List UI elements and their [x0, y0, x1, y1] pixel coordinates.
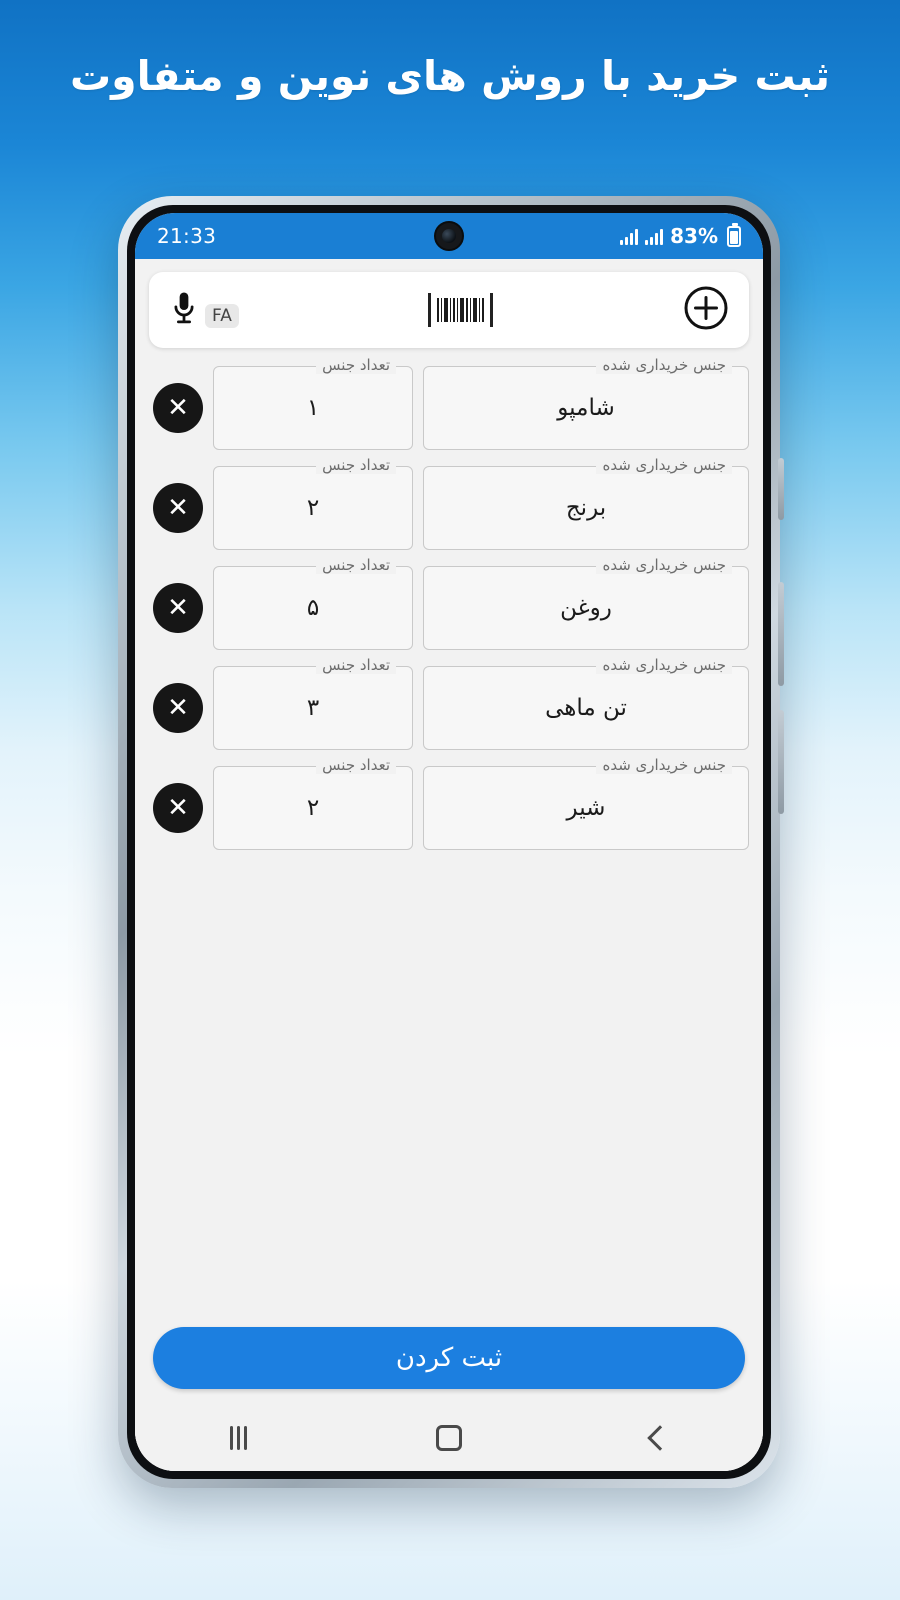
delete-item-button[interactable]: ✕: [153, 483, 203, 533]
item-name-value: برنج: [565, 495, 607, 521]
item-qty-value: ۲: [306, 795, 320, 821]
status-indicators: [620, 224, 741, 248]
barcode-icon[interactable]: [428, 293, 493, 327]
add-item-button[interactable]: [683, 285, 729, 335]
home-icon[interactable]: [436, 1425, 462, 1451]
item-qty-field[interactable]: [213, 556, 413, 650]
item-name-field[interactable]: [423, 656, 749, 750]
phone-side-button-top: [778, 458, 784, 520]
front-camera-icon: [434, 221, 464, 251]
back-button[interactable]: [651, 1429, 669, 1447]
table-row: [149, 456, 749, 550]
page-title: ثبت خرید با روش های نوین و متفاوت: [69, 52, 831, 100]
item-name-label: جنس خریداری شده: [596, 456, 732, 474]
submit-button[interactable]: ثبت کردن: [153, 1327, 745, 1389]
status-time: 21:33: [157, 224, 217, 248]
back-icon[interactable]: [647, 1425, 672, 1450]
item-qty-label: تعداد جنس: [316, 356, 396, 374]
table-row: [149, 656, 749, 750]
phone-mockup: [118, 196, 780, 1488]
item-name-value: شامپو: [557, 395, 615, 421]
battery-percent-label: 83%: [670, 224, 718, 248]
delete-item-button[interactable]: ✕: [153, 383, 203, 433]
android-navigation-bar: [135, 1405, 763, 1471]
wifi-signal-icon: [620, 227, 638, 245]
table-row: [149, 756, 749, 850]
phone-side-button-middle: [778, 582, 784, 686]
item-name-field[interactable]: [423, 356, 749, 450]
item-name-label: جنس خریداری شده: [596, 556, 732, 574]
item-qty-value: ۳: [306, 695, 320, 721]
purchased-items-list: [135, 356, 763, 866]
delete-item-button[interactable]: ✕: [153, 583, 203, 633]
item-name-label: جنس خریداری شده: [596, 656, 732, 674]
phone-side-button-bottom: [778, 710, 784, 814]
item-qty-value: ۲: [306, 495, 320, 521]
delete-item-button[interactable]: ✕: [153, 683, 203, 733]
microphone-icon[interactable]: [169, 290, 199, 330]
delete-item-button[interactable]: ✕: [153, 783, 203, 833]
item-qty-field[interactable]: [213, 756, 413, 850]
item-qty-field[interactable]: [213, 656, 413, 750]
battery-icon: [727, 226, 741, 247]
top-toolbar: [149, 272, 749, 348]
submit-area: [135, 1327, 763, 1405]
table-row: [149, 356, 749, 450]
app-content: [135, 259, 763, 1471]
item-qty-field[interactable]: [213, 456, 413, 550]
status-bar: [135, 213, 763, 259]
language-chip[interactable]: FA: [205, 304, 239, 328]
item-name-field[interactable]: [423, 456, 749, 550]
item-qty-field[interactable]: [213, 356, 413, 450]
item-name-field[interactable]: [423, 756, 749, 850]
item-name-value: تن ماهی: [545, 695, 627, 721]
item-qty-label: تعداد جنس: [316, 556, 396, 574]
phone-screen: [135, 213, 763, 1471]
plus-circle-icon[interactable]: [683, 285, 729, 331]
voice-input-control[interactable]: [169, 290, 239, 330]
item-name-value: روغن: [560, 595, 612, 621]
item-qty-label: تعداد جنس: [316, 456, 396, 474]
home-button[interactable]: [436, 1425, 462, 1451]
phone-bezel: [127, 205, 771, 1479]
table-row: [149, 556, 749, 650]
item-name-label: جنس خریداری شده: [596, 756, 732, 774]
recents-button[interactable]: [230, 1426, 247, 1450]
item-qty-value: ۱: [306, 395, 320, 421]
item-qty-label: تعداد جنس: [316, 656, 396, 674]
item-qty-label: تعداد جنس: [316, 756, 396, 774]
item-name-field[interactable]: [423, 556, 749, 650]
recents-icon[interactable]: [230, 1426, 247, 1450]
item-name-label: جنس خریداری شده: [596, 356, 732, 374]
item-name-value: شیر: [566, 795, 606, 821]
item-qty-value: ۵: [306, 595, 320, 621]
cellular-signal-icon: [645, 227, 663, 245]
